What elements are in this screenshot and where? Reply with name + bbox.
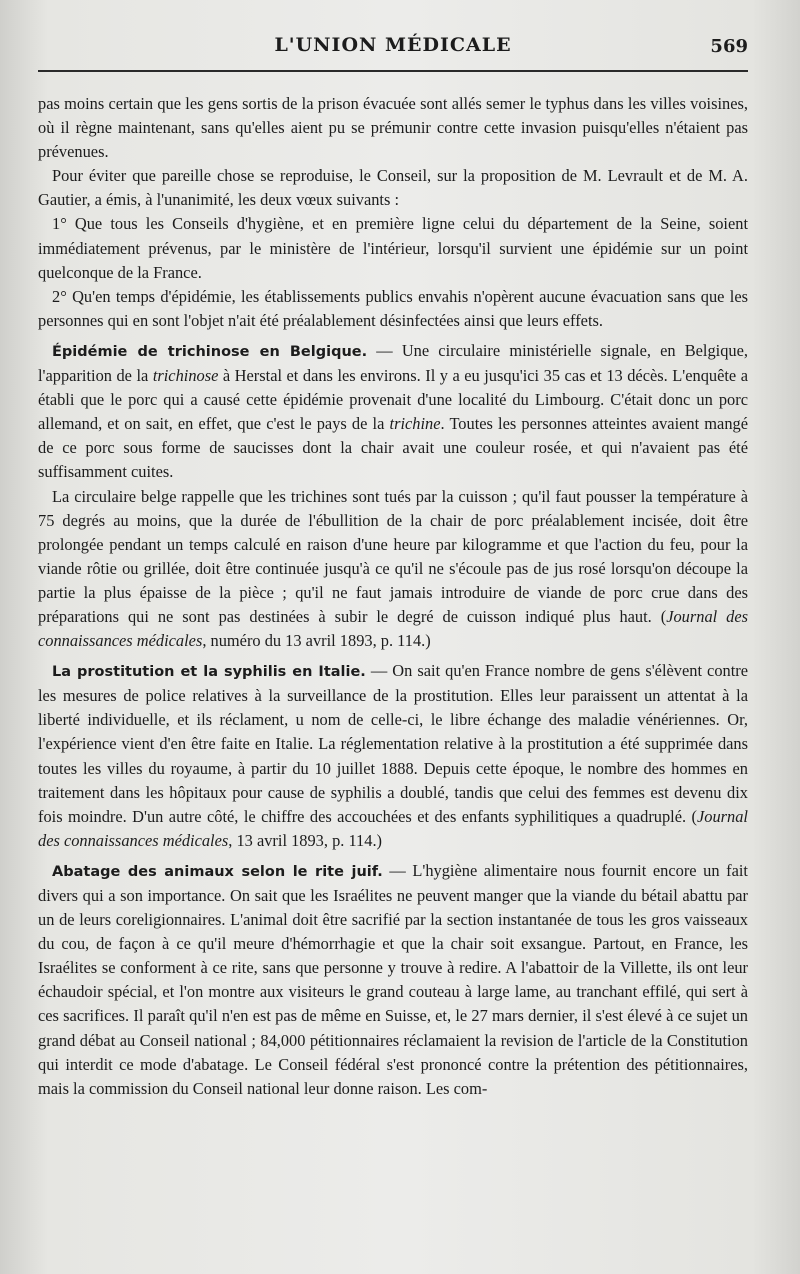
paragraph-wish-1: 1° Que tous les Conseils d'hygiène, et en première ligne celui du département de la Seine, soient immédiatement prévenus, par le ministère de l'intérieur, lorsqu'il survient une épidémie sur un point quelconque de la France. (38, 214, 748, 282)
section-text: La circulaire belge rappelle que les trichines sont tués par la cuisson ; qu'il faut pousser la température à 75 degrés au moins, que la durée de l'ébullition de la chair de porc préalablement incisée, doit être prolongée pendant un temps calculé en raison d'une heure par kilogramme et que l'action du feu, pour la viande rôtie ou grillée, doit être continuée jusqu'à ce qu'il ne s'écoule pas de jus rosé lorsqu'on découpe la partie la plus épaisse de la pièce ; qu'il ne faut jamais introduire de viande de porc crue dans des préparations qui ne sont pas destinées à subir le degré de cuisson indiqué plus haut. ( (38, 486, 748, 626)
section-text: — L'hygiène alimentaire nous fournit encore un fait divers qui a son importance. On sait que les Israélites ne peuvent manger que la viande du bétail abattu par un de leurs coreligionnaires. L'animal doit être sacrifié par la section instantanée de tous les gros vaisseaux du cou, de façon à ce qu'il meure d'hémorrhagie et que la chair soit exsangue. Partout, en France, les Israélites se conforment à ce rite, sans que personne y trouve à redire. A l'abattoir de la Villette, ils ont leur échaudoir spécial, et l'on montre aux visiteurs le grand couteau à large lame, au tranchant effilé, qui sert à ces sacrifices. Il paraît qu'il n'en est pas de même en Suisse, et, le 27 mars dernier, il s'est élevé à ce sujet un grand débat au Conseil national ; 84,000 pétitionnaires réclamaient la revision de l'article de la Constitution qui interdit ce mode d'abatage. Le Conseil fédéral s'est prononcé contre la prétention des pétitionnaires, mais la commission du Conseil national leur donne raison. Les com- (38, 860, 748, 1098)
article-body (38, 92, 748, 1101)
paragraph-proposal: Pour éviter que pareille chose se reproduise, le Conseil, sur la proposition de M. Levrault et de M. A. Gautier, a émis, à l'unanimité, les deux vœux suivants : (38, 166, 748, 210)
italic-term: trichine (389, 414, 441, 434)
section-title: La prostitution et la syphilis en Italie. (52, 664, 366, 681)
paragraph-typhus: pas moins certain que les gens sortis de la prison évacuée sont allés semer le typhus dans les villes voisines, où il règne maintenant, sans qu'elles aient pu se prémunir contre cette invasion puisqu'elles n'étaient pas prévenues. (38, 94, 748, 162)
header-rule (38, 70, 748, 72)
section-prostitution (38, 659, 748, 853)
section-text: , 13 avril 1893, p. 114.) (228, 830, 382, 850)
running-title: L'UNION MÉDICALE (274, 34, 512, 56)
paragraph-wish-2: 2° Qu'en temps d'épidémie, les établissements publics envahis n'opèrent aucune évacuation sans que les personnes qui en sont l'objet n'ait été préalablement désinfectées ainsi que leurs effets. (38, 286, 748, 330)
section-text: à Herstal et dans les environs. Il y a eu jusqu'ici 35 cas et 13 décès. L'enquête a établi que le porc qui a causé cette épidémie provenait d'une localité du Limbourg. C'était donc un porc allemand, et on sait, en effet, que c'est le pays de la (38, 366, 748, 434)
journal-citation: Journal des connaissances médicales (38, 806, 748, 850)
section-text: . Toutes les personnes atteintes avaient mangé de ce porc sous forme de saucisses dont la chair avait une couleur rosée, et qui n'avaient pas été suffisamment cuites. (38, 414, 748, 482)
page-header (38, 34, 748, 74)
section-title: Épidémie de trichinose en Belgique. (52, 343, 368, 360)
section-text: — On sait qu'en France nombre de gens s'élèvent contre les mesures de police relatives à la surveillance de la prostitution. Elles leur paraissent un attentat à la liberté individuelle, et ils réclament, u nom de celle-ci, le libre échange des maladie vénériennes. Or, l'expérience vient d'en être faite en Italie. La réglementation relative à la prostitution a été supprimée dans toutes les villes du royaume, à partir du 10 juillet 1888. Depuis cette époque, le nombre des hommes en traitement dans les hôpitaux pour cause de syphilis a doublé, tandis que celui des femmes est devenu dix fois moindre. D'un autre côté, le chiffre des accouchées et des enfants syphilitiques a quadruplé. ( (38, 661, 748, 826)
section-abatage (38, 859, 748, 1101)
section-text: — Une circulaire ministérielle signale, en Belgique, l'apparition de la (38, 340, 748, 386)
section-text: , numéro du 13 avril 1893, p. 114.) (202, 631, 431, 651)
italic-term: trichinose (152, 366, 219, 386)
section-title: Abatage des animaux selon le rite juif. (52, 863, 383, 880)
paragraph-circulaire (38, 485, 748, 654)
page-number: 569 (710, 36, 748, 57)
section-trichinose (38, 339, 748, 485)
journal-citation: Journal des connaissances médicales (38, 606, 748, 651)
